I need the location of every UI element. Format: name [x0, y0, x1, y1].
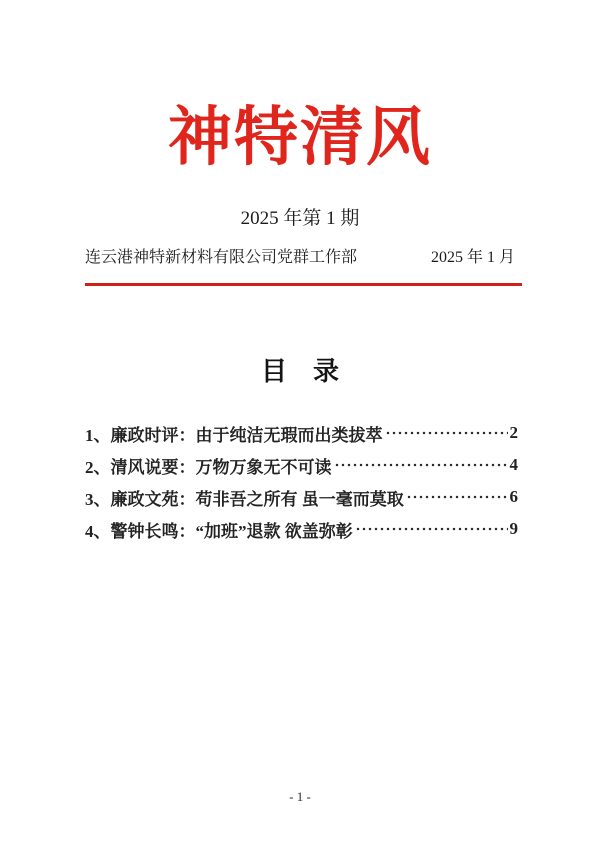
toc-list: [85, 417, 518, 545]
issue-number: 2025 年第 1 期: [240, 208, 360, 229]
toc-item: [85, 449, 518, 481]
toc-item-label: 1、廉政时评：由于纯洁无瑕而出类拔萃: [85, 425, 383, 445]
toc-item: [85, 513, 518, 545]
toc-dot-leader: [406, 481, 508, 513]
toc-item-page: 2: [509, 423, 518, 442]
publisher-department: 连云港神特新材料有限公司党群工作部: [85, 249, 358, 266]
toc-item: [85, 481, 518, 513]
toc-item-page: 4: [509, 455, 518, 474]
toc-dot-leader: [385, 417, 508, 449]
toc-item-page: 6: [509, 487, 518, 506]
toc-item-label: 2、清风说要：万物万象无不可读: [85, 457, 332, 477]
newsletter-title: 神特清风: [168, 102, 432, 173]
toc-dot-leader: [334, 449, 508, 481]
toc-item-page: 9: [509, 519, 518, 538]
toc-heading: 目 录: [260, 357, 339, 386]
masthead-row: [85, 248, 515, 267]
toc-item-label: 4、警钟长鸣：“加班”退款 欲盖弥彰: [85, 521, 353, 541]
toc-dot-leader: [355, 513, 508, 545]
publication-date: 2025 年 1 月: [430, 249, 515, 266]
toc-item: [85, 417, 518, 449]
page-number-footer: - 1 -: [289, 789, 311, 804]
red-divider-rule: [85, 283, 522, 286]
toc-item-label: 3、廉政文苑：苟非吾之所有 虽一毫而莫取: [85, 489, 404, 509]
